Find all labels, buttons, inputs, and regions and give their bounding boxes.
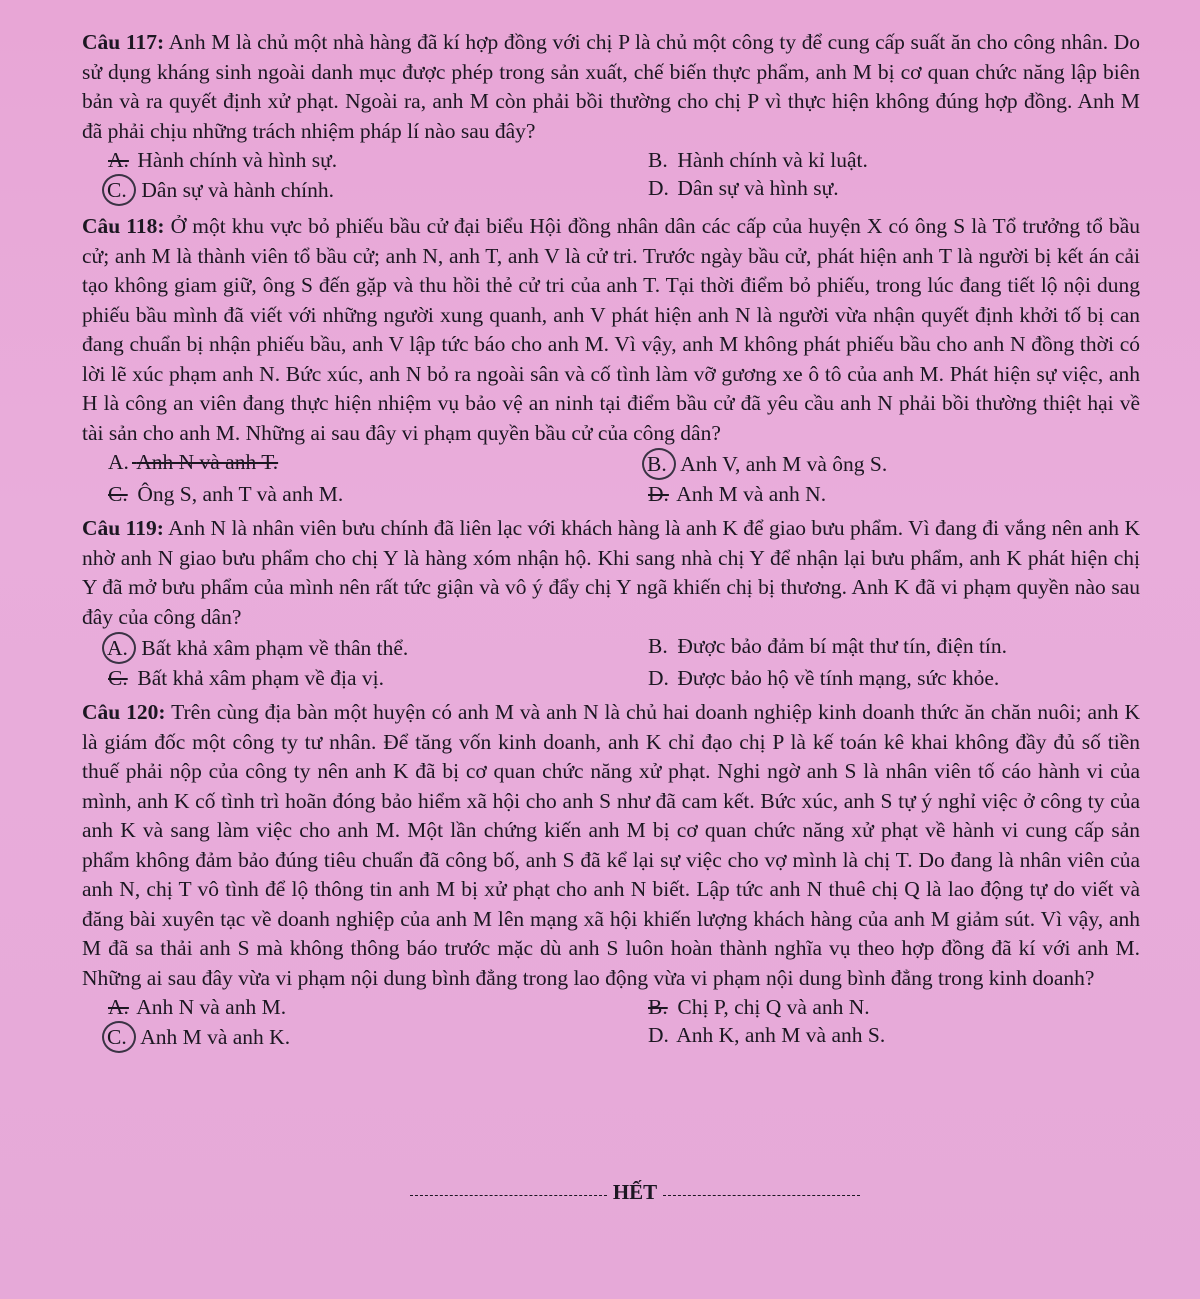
option-text: Hành chính và kỉ luật. — [677, 148, 868, 172]
option-text: Anh M và anh K. — [140, 1025, 291, 1049]
question-label: Câu 120: — [82, 700, 166, 724]
question-117 — [82, 28, 1140, 206]
option-text: Hành chính và hình sự. — [137, 148, 338, 172]
question-text: Ở một khu vực bỏ phiếu bầu cử đại biểu Hội đồng nhân dân các cấp của huyện X có ông S là Tổ trưởng tổ bầu cử; anh M là thành viên tổ bầu cử; anh N, anh T, anh V là cử tri. Trước ngày bầu cử, phát hiện anh T là người bị kết án cải tạo không giam giữ, ông S đến gặp và thu hồi thẻ cử tri của anh T. Tại thời điểm bỏ phiếu, trong lúc đang tiết lộ nội dung phiếu bầu mình đã viết với những người xung quanh, anh V phát hiện anh N là người vừa nhận quyết định khởi tố bị can đang chuẩn bị nhận phiếu bầu, anh V lập tức báo cho anh M. Vì vậy, anh M không phát phiếu bầu cho anh N đồng thời có lời lẽ xúc phạm anh N. Bức xúc, anh N bỏ ra ngoài sân và cố tình làm vỡ gương xe ô tô của anh M. Phát hiện sự việc, anh H là công an viên đang thực hiện nhiệm vụ bảo vệ an ninh tại điểm bầu cử đã yêu cầu anh N phải bồi thường thiệt hại về tài sản cho anh M. Những ai sau đây vi phạm quyền bầu cử của công dân? — [82, 214, 1140, 445]
option-text: Anh N và anh T. — [136, 450, 279, 474]
question-text: Trên cùng địa bàn một huyện có anh M và anh N là chủ hai doanh nghiệp kinh doanh thức ăn chăn nuôi; anh K là giám đốc một công ty tư nhân. Để tăng vốn kinh doanh, anh K chỉ đạo chị P là kế toán kê khai không đầy đủ số tiền thuế phải nộp của công ty nên anh K đã bị cơ quan chức năng xử phạt. Nghi ngờ anh S là nhân viên tố cáo hành vi của mình, anh K cố tình trì hoãn đóng bảo hiểm xã hội cho anh S như đã cam kết. Bức xúc, anh S tự ý nghỉ việc ở công ty của anh K và sang làm việc cho anh M. Một lần chứng kiến anh M bị cơ quan chức năng xử phạt về hành vi cung cấp sản phẩm không đảm bảo đúng tiêu chuẩn đã công bố, anh S đã kể lại sự việc cho vợ mình là chị T. Do đang là nhân viên của anh N, chị T vô tình để lộ thông tin anh M bị xử phạt cho anh N biết. Lập tức anh N thuê chị Q là lao động tự do viết và đăng bài xuyên tạc về doanh nghiệp của anh M lên mạng xã hội khiến lượng khách hàng của anh M giảm sút. Vì vậy, anh M đã sa thải anh S mà không thông báo trước mặc dù anh S luôn hoàn thành nghĩa vụ theo hợp đồng đã kí với anh M. Những ai sau đây vừa vi phạm nội dung bình đẳng trong lao động vừa vi phạm nội dung bình đẳng trong kinh doanh? — [82, 700, 1140, 990]
option-key: A. — [108, 450, 129, 474]
question-120 — [82, 698, 1140, 1053]
option-key-circled: A. — [102, 632, 136, 664]
option-key-circled: B. — [642, 448, 676, 480]
option-text: Anh K, anh M và anh S. — [676, 1023, 886, 1047]
option-key: D. — [648, 176, 669, 200]
option-key: B. — [648, 995, 668, 1019]
option-key: B. — [648, 148, 668, 172]
option-text: Được bảo hộ về tính mạng, sức khỏe. — [677, 666, 1000, 690]
option-c[interactable] — [108, 1021, 648, 1053]
option-key: C. — [108, 482, 128, 506]
option-b[interactable] — [648, 993, 1140, 1021]
option-text: Bất khả xâm phạm về địa vị. — [137, 666, 384, 690]
option-d[interactable] — [648, 1021, 1140, 1053]
question-text: Anh M là chủ một nhà hàng đã kí hợp đồng với chị P là chủ một công ty để cung cấp suất ăn cho công nhân. Do sử dụng kháng sinh ngoài danh mục được phép trong sản xuất, chế biến thực phẩm, anh M bị cơ quan chức năng lập biên bản và ra quyết định xử phạt. Ngoài ra, anh M còn phải bồi thường cho chị P vì thực hiện không đúng hợp đồng. Anh M đã phải chịu những trách nhiệm pháp lí nào sau đây? — [82, 30, 1140, 143]
question-label: Câu 117: — [82, 30, 165, 54]
option-a[interactable] — [108, 993, 648, 1021]
answer-options — [82, 993, 1140, 1053]
option-b[interactable] — [648, 146, 1140, 174]
question-text: Anh N là nhân viên bưu chính đã liên lạc với khách hàng là anh K để giao bưu phẩm. Vì đang đi vắng nên anh K nhờ anh N giao bưu phẩm cho chị Y là hàng xóm nhận hộ. Khi sang nhà chị Y để nhận lại bưu phẩm, anh K phát hiện chị Y đã mở bưu phẩm của mình nên rất tức giận và vô ý đẩy chị Y ngã khiến chị bị thương. Anh K đã vi phạm quyền nào sau đây của công dân? — [82, 516, 1140, 629]
option-text: Anh N và anh M. — [136, 995, 287, 1019]
option-d[interactable] — [648, 174, 1140, 206]
option-key: B. — [648, 634, 668, 658]
option-a[interactable] — [108, 146, 648, 174]
end-label: HẾT — [612, 1180, 658, 1204]
question-label: Câu 118: — [82, 214, 165, 238]
dashed-rule-right — [663, 1195, 860, 1196]
option-b[interactable] — [648, 448, 1140, 480]
option-c[interactable] — [108, 174, 648, 206]
option-key: A. — [108, 995, 129, 1019]
option-text: Dân sự và hành chính. — [141, 178, 334, 202]
question-stem — [82, 212, 1140, 448]
option-key: C. — [108, 666, 128, 690]
dashed-rule-left — [410, 1195, 607, 1196]
option-key-circled: C. — [102, 174, 136, 206]
option-key: A. — [108, 148, 129, 172]
option-text: Dân sự và hình sự. — [677, 176, 839, 200]
option-key: D. — [648, 482, 669, 506]
option-key-circled: C. — [102, 1021, 136, 1053]
option-key: D. — [648, 666, 669, 690]
option-d[interactable] — [648, 480, 1140, 508]
option-key: D. — [648, 1023, 669, 1047]
option-d[interactable] — [648, 664, 1140, 692]
option-a[interactable] — [108, 632, 648, 664]
question-stem — [82, 698, 1140, 993]
option-text: Anh M và anh N. — [676, 482, 827, 506]
option-a[interactable] — [108, 448, 648, 480]
answer-options — [82, 632, 1140, 692]
question-stem — [82, 28, 1140, 146]
question-label: Câu 119: — [82, 516, 164, 540]
option-text: Anh V, anh M và ông S. — [680, 452, 888, 476]
question-stem — [82, 514, 1140, 632]
option-text: Bất khả xâm phạm về thân thể. — [141, 636, 409, 660]
option-c[interactable] — [108, 480, 648, 508]
question-118 — [82, 212, 1140, 508]
answer-options — [82, 146, 1140, 206]
option-b[interactable] — [648, 632, 1140, 664]
answer-options — [82, 448, 1140, 508]
option-text: Ông S, anh T và anh M. — [137, 482, 344, 506]
option-text: Chị P, chị Q và anh N. — [677, 995, 870, 1019]
end-marker — [410, 1180, 860, 1205]
question-119 — [82, 514, 1140, 692]
option-text: Được bảo đảm bí mật thư tín, điện tín. — [677, 634, 1008, 658]
option-c[interactable] — [108, 664, 648, 692]
